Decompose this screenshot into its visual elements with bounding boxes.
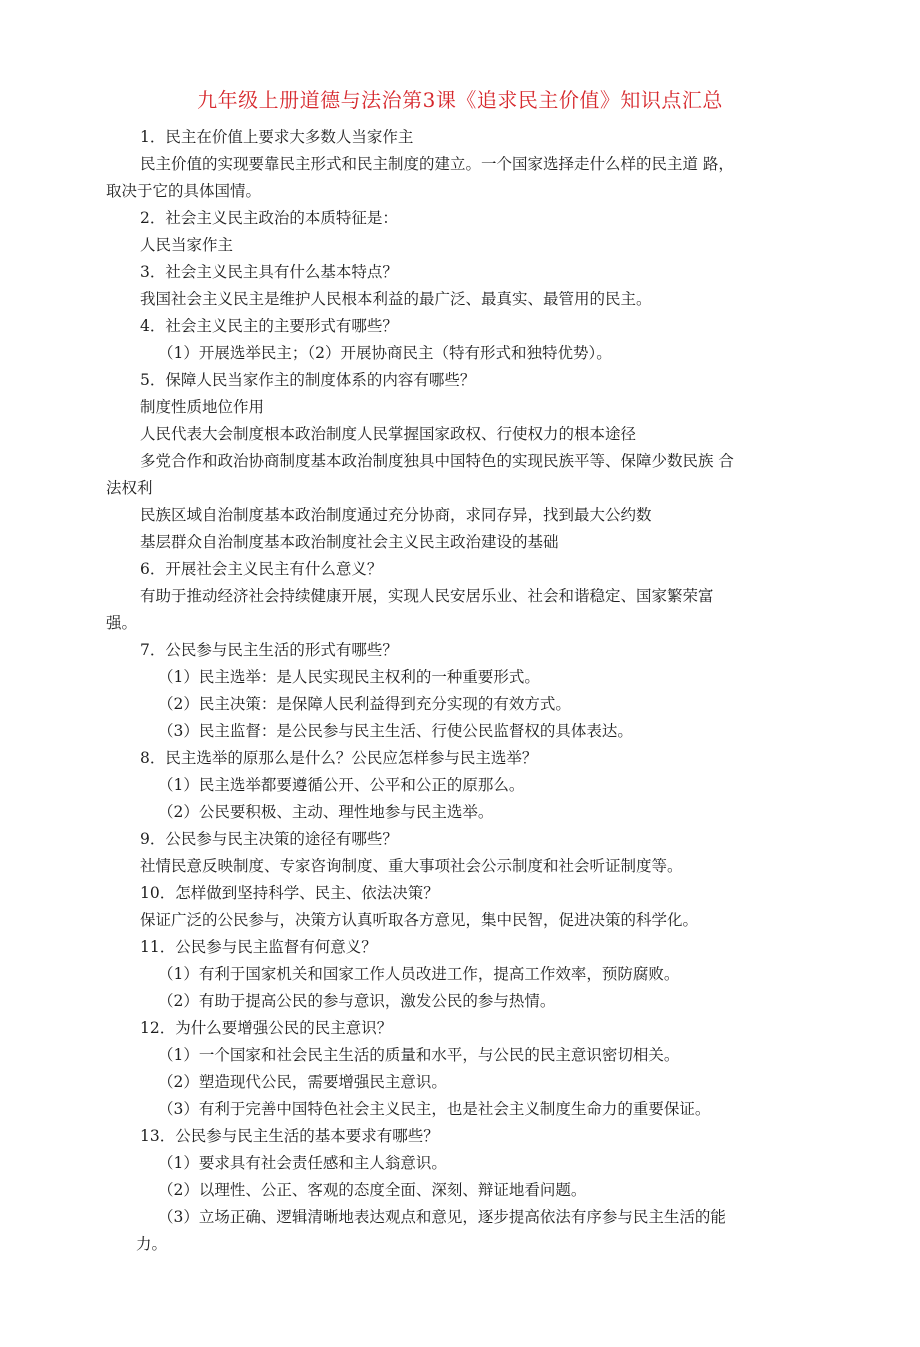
- answer-13-item-2: （2）以理性、公正、客观的态度全面、深刻、辩证地看问题。: [158, 1181, 587, 1199]
- answer-10: 保证广泛的公民参与，决策方认真听取各方意见，集中民智，促进决策的科学化。: [140, 911, 699, 929]
- answer-1-line-2: 取决于它的具体国情。: [106, 182, 262, 200]
- answer-13-item-3: （3）立场正确、逻辑清晰地表达观点和意见，逐步提高依法有序参与民主生活的能: [158, 1208, 726, 1226]
- answer-11-item-1: （1）有利于国家机关和国家工作人员改进工作，提高工作效率，预防腐败。: [158, 965, 680, 983]
- question-12: 12．为什么要增强公民的民主意识？: [140, 1019, 393, 1037]
- answer-5-row-2: 多党合作和政治协商制度基本政治制度独具中国特色的实现民族平等、保障少数民族 合: [140, 452, 734, 470]
- answer-7-item-2: （2）民主决策：是保障人民利益得到充分实现的有效方式。: [158, 695, 571, 713]
- answer-5-row-1: 人民代表大会制度根本政治制度人民掌握国家政权、行使权力的根本途径: [140, 425, 637, 443]
- answer-13-item-1: （1）要求具有社会责任感和主人翁意识。: [158, 1154, 447, 1172]
- question-8: 8．民主选举的原那么是什么？公民应怎样参与民主选举？: [140, 749, 538, 767]
- answer-1-line-1: 民主价值的实现要靠民主形式和民主制度的建立。一个国家选择走什么样的民主道 路，: [140, 155, 734, 173]
- answer-5-header: 制度性质地位作用: [140, 398, 265, 416]
- answer-5-row-3: 民族区域自治制度基本政治制度通过充分协商，求同存异，找到最大公约数: [140, 506, 652, 524]
- answer-13-item-3-cont: 力。: [136, 1235, 168, 1253]
- question-10: 10．怎样做到坚持科学、民主、依法决策？: [140, 884, 439, 902]
- answer-12-item-3: （3）有利于完善中国特色社会主义民主，也是社会主义制度生命力的重要保证。: [158, 1100, 711, 1118]
- question-5: 5．保障人民当家作主的制度体系的内容有哪些？: [140, 371, 476, 389]
- answer-6-line-2: 强。: [106, 614, 138, 632]
- answer-6-line-1: 有助于推动经济社会持续健康开展，实现人民安居乐业、社会和谐稳定、国家繁荣富: [140, 587, 714, 605]
- answer-3: 我国社会主义民主是维护人民根本利益的最广泛、最真实、最管用的民主。: [140, 290, 652, 308]
- answer-7-item-3: （3）民主监督：是公民参与民主生活、行使公民监督权的具体表达。: [158, 722, 633, 740]
- question-3: 3．社会主义民主具有什么基本特点？: [140, 263, 398, 281]
- question-7: 7．公民参与民主生活的形式有哪些？: [140, 641, 398, 659]
- question-2: 2．社会主义民主政治的本质特征是：: [140, 209, 398, 227]
- answer-2: 人民当家作主: [140, 236, 234, 254]
- question-4: 4．社会主义民主的主要形式有哪些？: [140, 317, 398, 335]
- answer-12-item-1: （1）一个国家和社会民主生活的质量和水平，与公民的民主意识密切相关。: [158, 1046, 680, 1064]
- question-11: 11．公民参与民主监督有何意义？: [140, 938, 377, 956]
- question-13: 13．公民参与民主生活的基本要求有哪些？: [140, 1127, 439, 1145]
- answer-8-item-2: （2）公民要积极、主动、理性地参与民主选举。: [158, 803, 494, 821]
- answer-12-item-2: （2）塑造现代公民，需要增强民主意识。: [158, 1073, 447, 1091]
- answer-8-item-1: （1）民主选举都要遵循公开、公平和公正的原那么。: [158, 776, 525, 794]
- document-title: 九年级上册道德与法治第3课《追求民主价值》知识点汇总: [197, 88, 723, 112]
- question-9: 9．公民参与民主决策的途径有哪些？: [140, 830, 398, 848]
- answer-5-row-2-cont: 法权利: [106, 479, 153, 497]
- question-6: 6．开展社会主义民主有什么意义？: [140, 560, 383, 578]
- answer-4: （1）开展选举民主；（2）开展协商民主（特有形式和独特优势）。: [158, 344, 612, 362]
- answer-7-item-1: （1）民主选举：是人民实现民主权利的一种重要形式。: [158, 668, 540, 686]
- answer-5-row-4: 基层群众自治制度基本政治制度社会主义民主政治建设的基础: [140, 533, 559, 551]
- question-1: 1．民主在价值上要求大多数人当家作主: [140, 128, 414, 146]
- answer-9: 社情民意反映制度、专家咨询制度、重大事项社会公示制度和社会听证制度等。: [140, 857, 683, 875]
- answer-11-item-2: （2）有助于提高公民的参与意识，激发公民的参与热情。: [158, 992, 556, 1010]
